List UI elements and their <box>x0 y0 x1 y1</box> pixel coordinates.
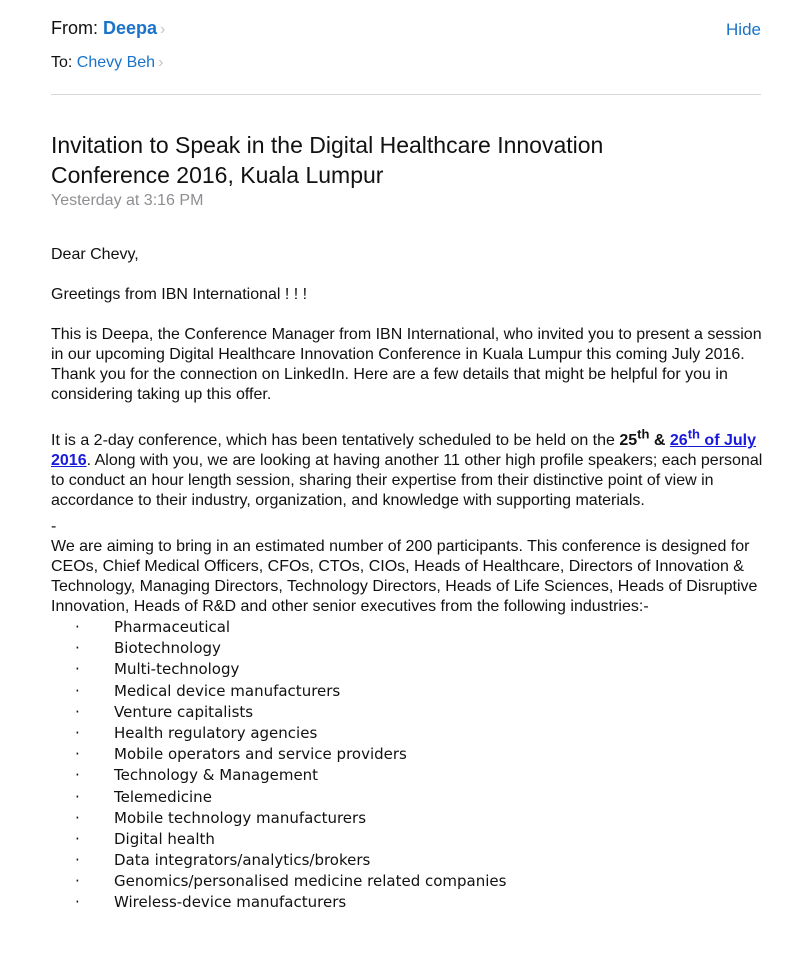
chevron-right-icon[interactable]: › <box>158 54 164 71</box>
to-label: To: <box>51 54 73 71</box>
list-item: · Pharmaceutical <box>75 618 231 636</box>
email-date: Yesterday at 3:16 PM <box>51 192 204 209</box>
sender-name[interactable]: Deepa <box>103 18 158 38</box>
to-row <box>51 54 761 72</box>
ampersand: & <box>649 432 670 449</box>
recipient-name[interactable]: Chevy Beh <box>76 54 156 71</box>
schedule-text-rest: . Along with you, we are looking at having another 11 other high profile speakers; each personal to conduct an hour length session, sharing their expertise from their distinctive point of view in accordance to their industry, organization, and knowledge with supporting materials. <box>51 452 763 509</box>
email-subject: Invitation to Speak in the Digital Healthcare Innovation Conference 2016, Kuala Lumpur <box>51 132 604 188</box>
industries-list <box>51 617 766 914</box>
greetings-line: Greetings from IBN International ! ! ! <box>51 286 308 303</box>
from-row <box>51 18 761 39</box>
schedule-paragraph <box>51 426 766 511</box>
list-item: · Medical device manufacturers <box>75 681 341 700</box>
date-day1: 25th <box>619 426 650 449</box>
header-divider <box>51 94 761 95</box>
hide-button[interactable]: Hide <box>726 20 761 39</box>
list-item: · Telemedicine <box>75 787 212 806</box>
intro-paragraph: This is Deepa, the Conference Manager from IBN International, who invited you to present a session in our upcoming Digital Healthcare Innovation Conference in Kuala Lumpur this coming July 2016. Thank you for the connection on LinkedIn. Here are a few details that might be helpful for you in considering taking up this offer. <box>51 326 762 403</box>
date-link[interactable]: 26th of July 2016 <box>51 426 756 469</box>
list-item: · Genomics/personalised medicine related companies <box>75 872 507 891</box>
audience-paragraph: We are aiming to bring in an estimated number of 200 participants. This conference is designed for CEOs, Chief Medical Officers, CFOs, CTOs, CIOs, Heads of Healthcare, Directors of Innovation & Technology, Managing Directors, Technology Directors, Heads of Life Sciences, Heads of Disruptive Innovation, Heads of R&D and other senior executives from the following industries:- <box>51 538 758 615</box>
list-item: · Multi-technology <box>75 660 240 679</box>
from-label: From: <box>51 18 98 38</box>
chevron-right-icon[interactable]: › <box>160 21 166 38</box>
list-item: · Wireless-device manufacturers <box>75 893 347 912</box>
list-item: · Mobile technology manufacturers <box>75 808 367 827</box>
list-item: · Health regulatory agencies <box>75 723 318 742</box>
list-item: · Data integrators/analytics/brokers <box>75 851 371 870</box>
list-item: · Mobile operators and service providers <box>75 745 407 764</box>
greeting: Dear Chevy, <box>51 246 139 263</box>
list-item: · Digital health <box>75 829 215 848</box>
dash-separator: - <box>51 518 57 535</box>
list-item: · Technology & Management <box>75 766 319 785</box>
list-item: · Biotechnology <box>75 639 221 658</box>
list-item: · Venture capitalists <box>75 702 254 721</box>
schedule-text: It is a 2-day conference, which has been tentatively scheduled to be held on the <box>51 432 620 449</box>
email-body <box>51 245 766 914</box>
